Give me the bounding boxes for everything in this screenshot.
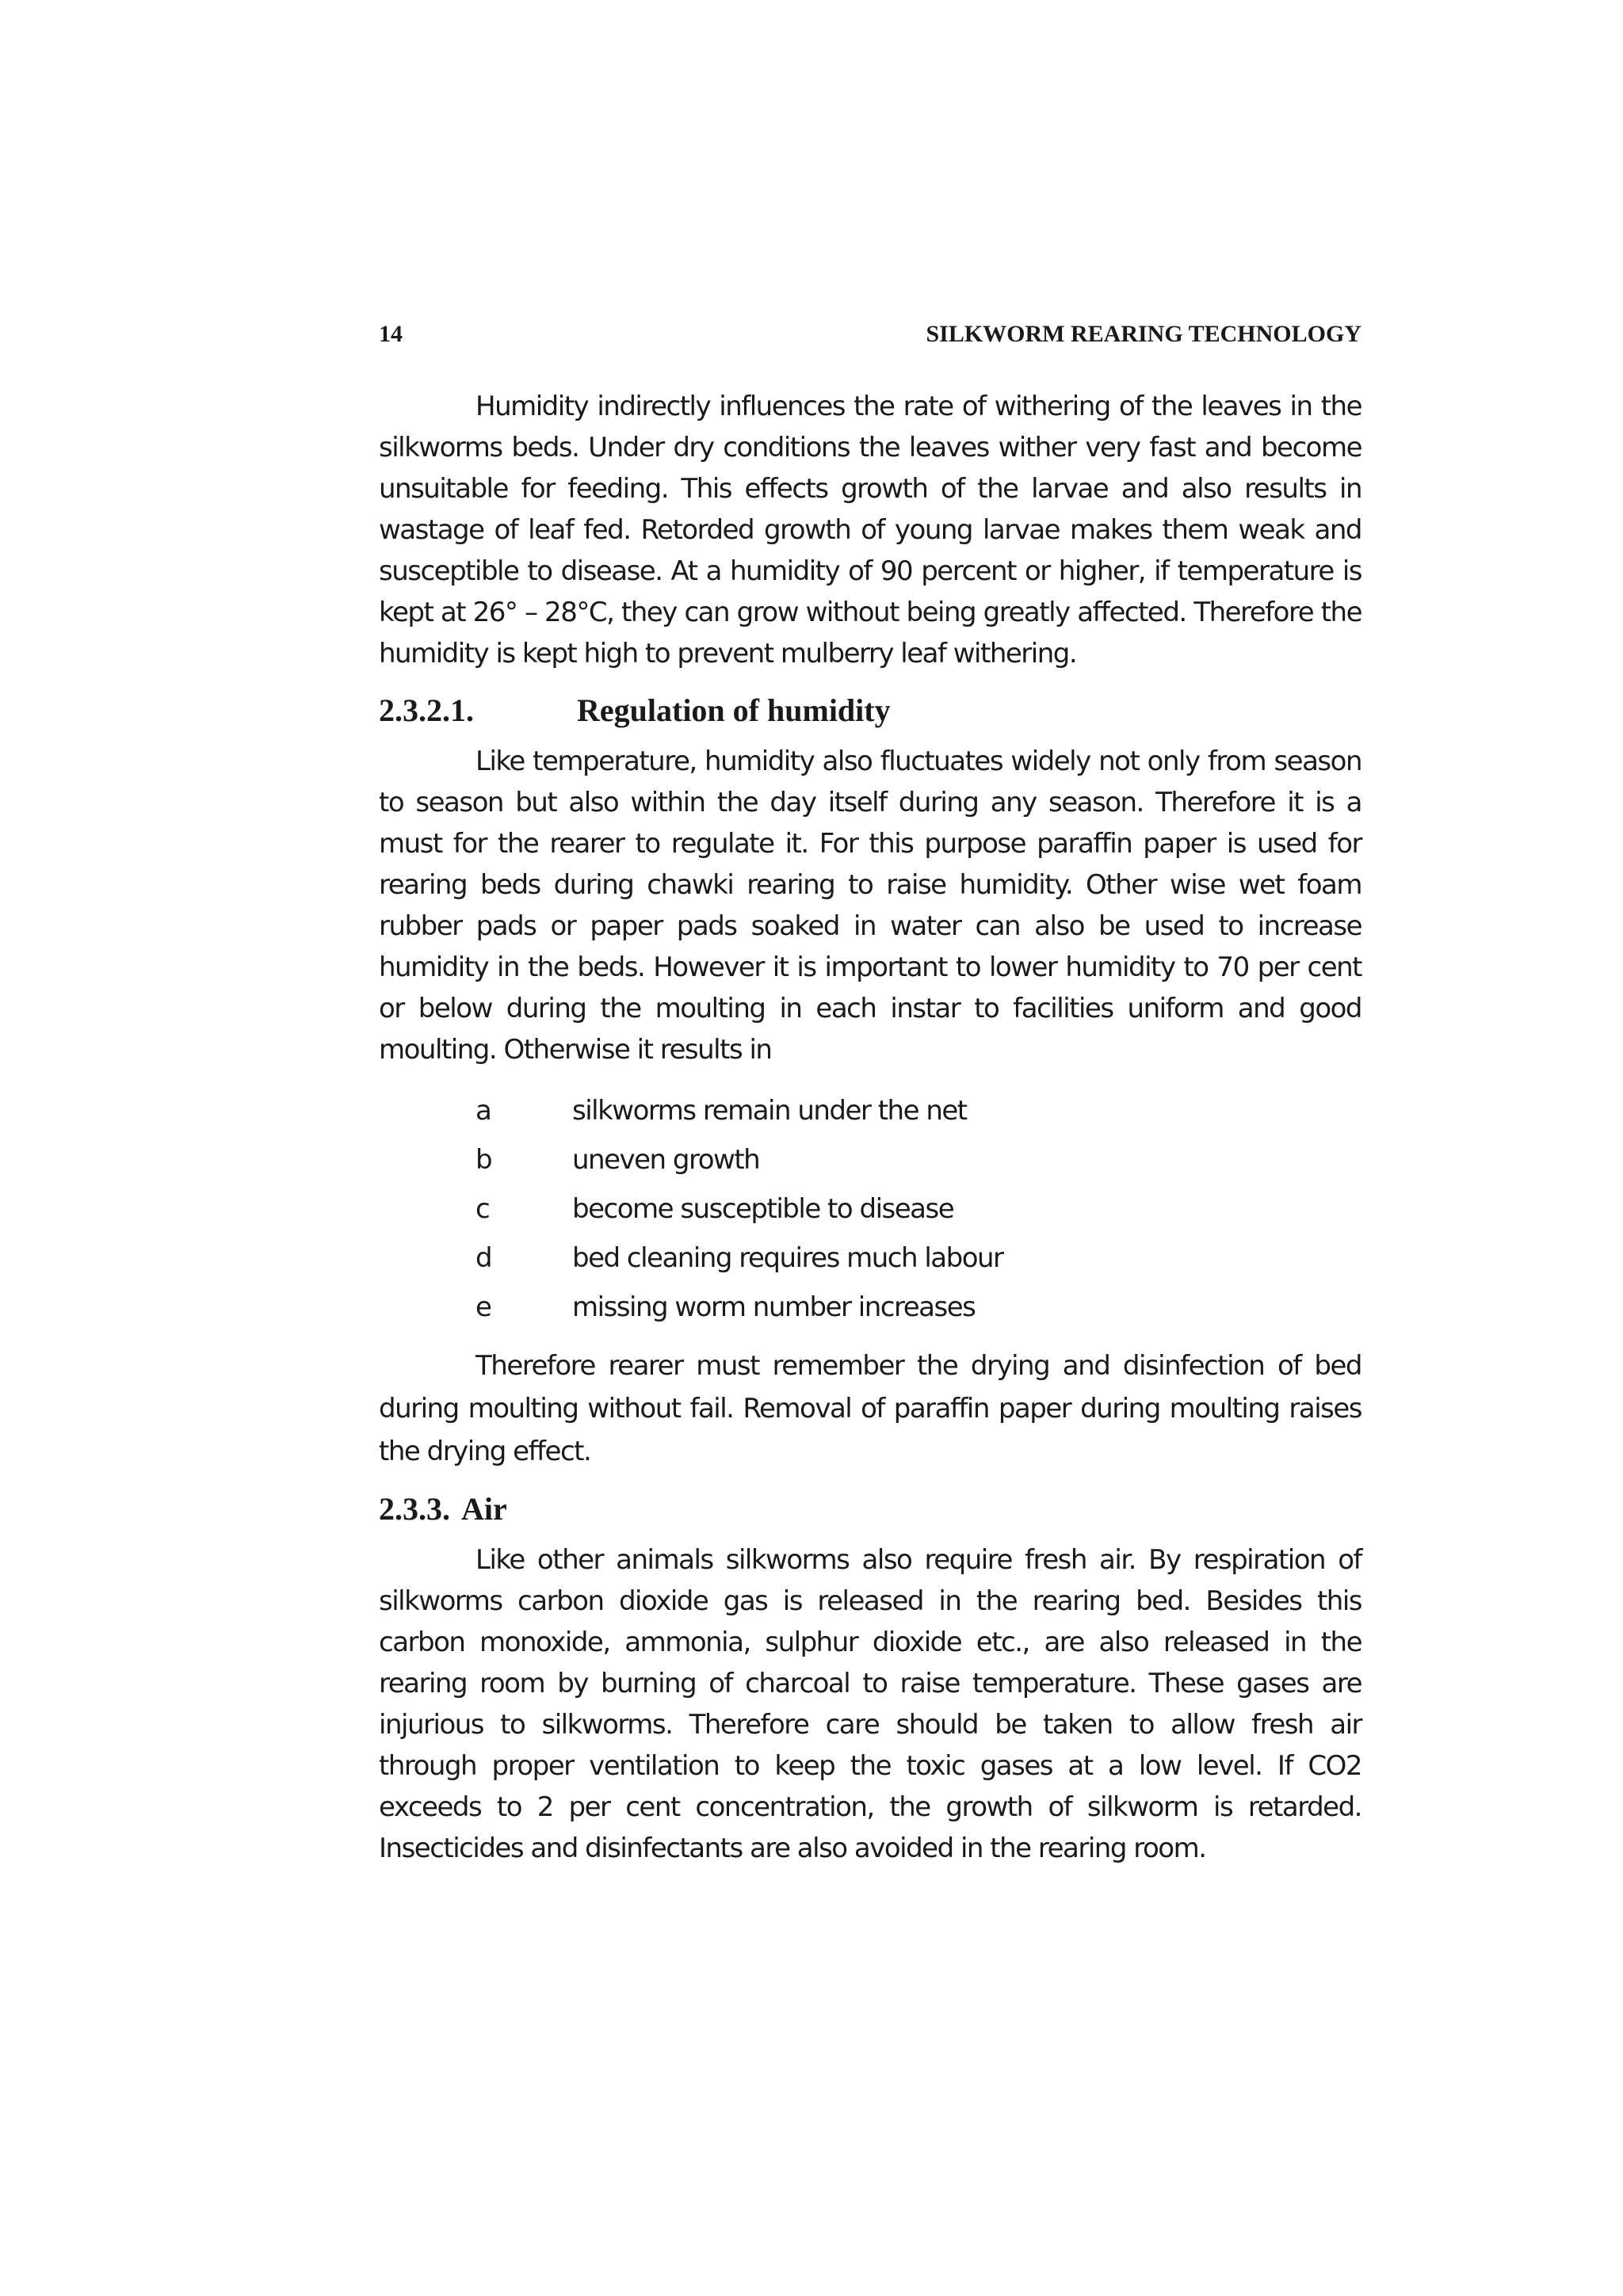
list-letter: a — [475, 1095, 491, 1127]
list-letter: e — [475, 1291, 491, 1323]
section-heading-air — [379, 1489, 1361, 1530]
section-number: 2.3.3. — [379, 1491, 450, 1527]
paragraph-regulation: Like temperature, humidity also fluctuates widely not only from season to season but also within the day itself during any season. Therefore it is a must for the rearer to regulate it. For this purpose paraffin paper is used for rearing beds during chawki rearing to raise humidity. Other wise wet foam rubber pads or paper pads soaked in water can also be used to increase humidity in the beds. However it is important to lower humidity to 70 per cent or below during the moulting in each instar to facilities uniform and good moulting. Otherwise it results in — [379, 746, 1361, 1066]
paragraph-humidity-intro: Humidity indirectly influences the rate of withering of the leaves in the silkworms beds. Under dry conditions the leaves wither very fast and become unsuitable for feeding. This effects growth of the larvae and also results in wastage of leaf fed. Retorded growth of young larvae makes them weak and susceptible to disease. At a humidity of 90 percent or higher, if temperature is kept at 26° – 28°C, they can grow without being greatly affected. Therefore the humidity is kept high to prevent mulberry leaf withering. — [379, 391, 1361, 669]
paragraph-drying: Therefore rearer must remember the drying and disinfection of bed during moulting without fail. Removal of paraffin paper during moulting raises the drying effect. — [379, 1350, 1361, 1467]
list-letter: b — [475, 1144, 492, 1176]
list-text: uneven growth — [572, 1144, 760, 1176]
list-text: missing worm number increases — [572, 1291, 976, 1323]
section-number: 2.3.2.1. — [379, 692, 474, 728]
running-header — [379, 321, 1361, 348]
paragraph-air: Like other animals silkworms also require fresh air. By respiration of silkworms carbon dioxide gas is released in the rearing bed. Besides this carbon monoxide, ammonia, sulphur dioxide etc., are also released in the rearing room by burning of charcoal to raise temperature. These gases are injurious to silkworms. Therefore care should be taken to allow fresh air through proper ventilation to keep the toxic gases at a low level. If CO2 exceeds to 2 per cent concentration, the growth of silkworm is retarded. Insecticides and disinfectants are also avoided in the rearing room. — [379, 1544, 1361, 1864]
list-text: silkworms remain under the net — [572, 1095, 967, 1127]
list-item — [379, 1184, 1361, 1234]
list-letter: d — [475, 1242, 492, 1274]
list-text: bed cleaning requires much labour — [572, 1242, 1003, 1274]
list-text: become susceptible to disease — [572, 1193, 954, 1225]
list-item — [379, 1086, 1361, 1135]
section-title: Air — [461, 1491, 507, 1527]
section-title: Regulation of humidity — [577, 692, 891, 728]
page — [379, 321, 1361, 1869]
page-number: 14 — [379, 321, 403, 347]
running-title: SILKWORM REARING TECHNOLOGY — [926, 321, 1361, 347]
list-item — [379, 1234, 1361, 1283]
list-item — [379, 1283, 1361, 1332]
section-heading-regulation-of-humidity — [379, 690, 1361, 731]
effects-list — [379, 1086, 1361, 1332]
list-letter: c — [475, 1193, 490, 1225]
list-item — [379, 1135, 1361, 1184]
